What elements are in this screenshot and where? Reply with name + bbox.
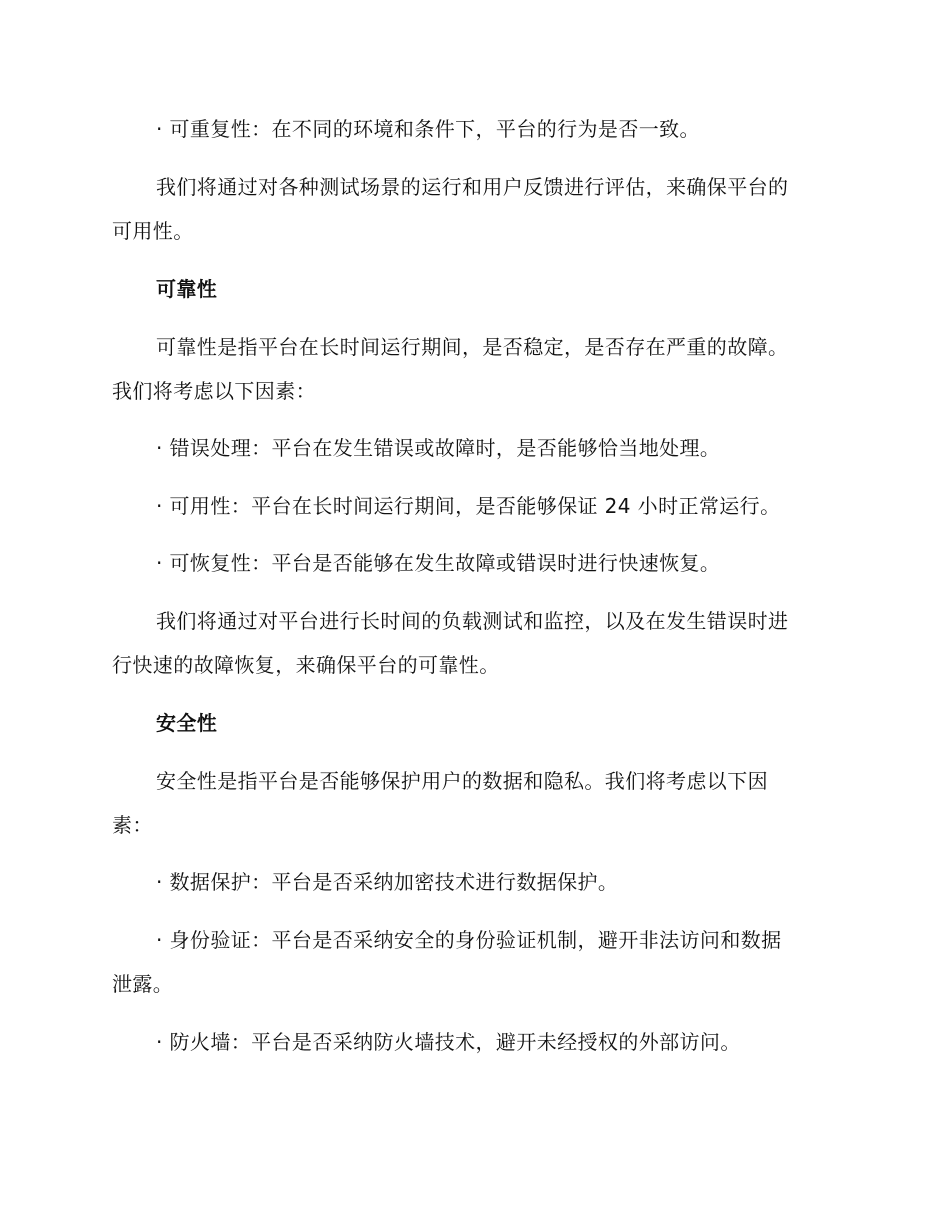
heading-reliability: 可靠性 (156, 277, 218, 301)
bullet-recoverability: · 可恢复性：平台是否能够在发生故障或错误时进行快速恢复。 (156, 551, 721, 575)
bullet-error-handling: · 错误处理：平台在发生错误或故障时，是否能够恰当地处理。 (156, 436, 721, 460)
heading-security: 安全性 (156, 711, 218, 735)
bullet-authentication-line-1: · 身份验证：平台是否采纳安全的身份验证机制，避开非法访问和数据 (156, 928, 782, 952)
paragraph-reliability-intro-line-1: 可靠性是指平台在长时间运行期间，是否稳定，是否存在严重的故障。 (156, 335, 789, 359)
bullet-firewall: · 防火墙：平台是否采纳防火墙技术，避开未经授权的外部访问。 (156, 1030, 741, 1054)
bullet-repeatability: · 可重复性：在不同的环境和条件下，平台的行为是否一致。 (156, 117, 700, 141)
paragraph-reliability-summary-line-1: 我们将通过对平台进行长时间的负载测试和监控，以及在发生错误时进 (156, 609, 789, 633)
bullet-authentication-line-2: 泄露。 (112, 972, 174, 996)
paragraph-usability-summary-line-1: 我们将通过对各种测试场景的运行和用户反馈进行评估，来确保平台的 (156, 175, 789, 199)
bullet-data-protection: · 数据保护：平台是否采纳加密技术进行数据保护。 (156, 870, 619, 894)
paragraph-security-intro-line-1: 安全性是指平台是否能够保护用户的数据和隐私。我们将考虑以下因 (156, 769, 768, 793)
paragraph-usability-summary-line-2: 可用性。 (112, 219, 194, 243)
paragraph-security-intro-line-2: 素： (112, 813, 153, 837)
bullet-availability: · 可用性：平台在长时间运行期间，是否能够保证 24 小时正常运行。 (156, 494, 781, 518)
paragraph-reliability-intro-line-2: 我们将考虑以下因素： (112, 379, 316, 403)
paragraph-reliability-summary-line-2: 行快速的故障恢复，来确保平台的可靠性。 (112, 653, 500, 677)
